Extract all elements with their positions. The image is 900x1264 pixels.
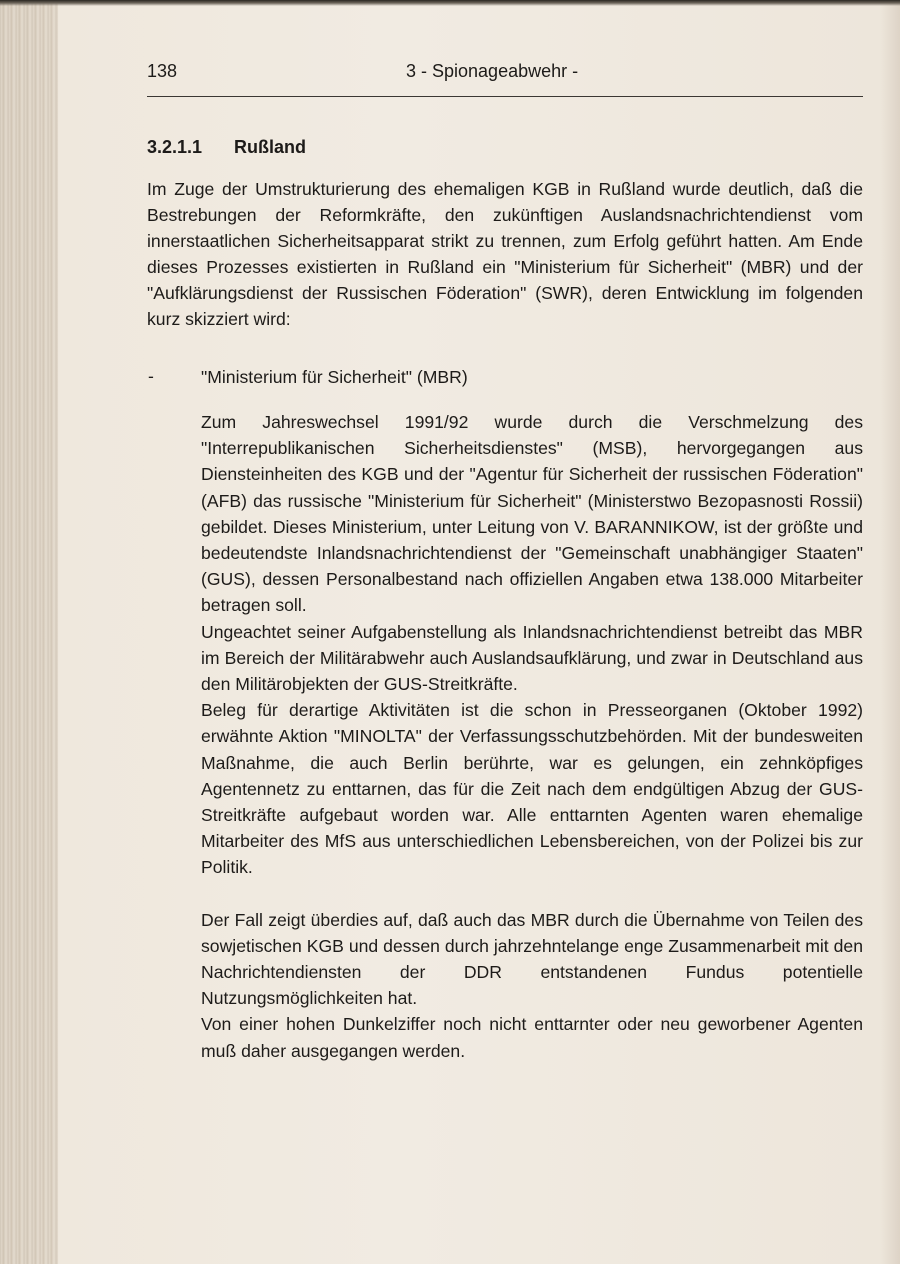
body-paragraph: Ungeachtet seiner Aufgabenstellung als Inlandsnachrichtendienst betreibt das MBR im Bereich der Militärabwehr auch Auslandsaufklärung, und zwar in Deutschland aus den Militärobjekten der GUS-Streitkräfte. <box>201 621 863 695</box>
body-paragraph: Der Fall zeigt überdies auf, daß auch das MBR durch die Übernahme von Teilen des sowjetischen KGB und dessen durch jahrzehntelange enge Zusammenarbeit mit den Nachrichtendiensten der DDR entstandenen Fundus potentielle Nutzungsmöglichkeiten hat. <box>201 909 863 1009</box>
page-binding-edge <box>0 0 58 1264</box>
running-header <box>147 58 865 84</box>
page-top-edge <box>0 0 900 6</box>
list-item-body <box>201 409 863 1064</box>
list-item-marker: - <box>148 366 154 386</box>
intro-paragraph: Im Zuge der Umstrukturierung des ehemaligen KGB in Rußland wurde deutlich, daß die Bestrebungen der Reformkräfte, den zukünftigen Auslandsnachrichtendienst vom innerstaatlichen Sicherheitsapparat strikt zu trennen, zum Erfolg geführt hatten. Am Ende dieses Prozesses existierten in Rußland ein "Ministerium für Sicherheit" (MBR) und der "Aufklärungsdienst der Russischen Föderation" (SWR), deren Entwicklung im folgenden kurz skizziert wird: <box>147 179 863 329</box>
section-title: Rußland <box>234 137 306 157</box>
section-number: 3.2.1.1 <box>147 137 203 157</box>
list-item-heading: "Ministerium für Sicherheit" (MBR) <box>201 367 468 387</box>
body-paragraph: Von einer hohen Dunkelziffer noch nicht enttarnter oder neu geworbener Agenten muß daher ausgegangen werden. <box>201 1014 863 1061</box>
body-paragraph: Zum Jahreswechsel 1991/92 wurde durch die Verschmelzung des "Interrepublikanischen Sicherheitsdienstes" (MSB), hervorgegangen aus Diensteinheiten des KGB und der "Agentur für Sicherheit der russischen Föderation" (AFB) das russische "Ministerium für Sicherheit" (Ministerstwo Bezopasnosti Rossii) gebildet. Dieses Ministerium, unter Leitung von V. BARANNIKOW, ist der größte und bedeutendste Inlandsnachrichtendienst der "Gemeinschaft unabhängiger Staaten" (GUS), dessen Personalbestand nach offiziellen Angaben etwa 138.000 Mitarbeiter betragen soll. <box>201 412 863 616</box>
chapter-title: 3 - Spionageabwehr - <box>406 61 579 81</box>
body-paragraph: Beleg für derartige Aktivitäten ist die schon in Presseorganen (Oktober 1992) erwähnte Aktion "MINOLTA" der Verfassungsschutzbehörden. Mit der bundesweiten Maßnahme, die auch Berlin berührte, war es gelungen, ein zehnköpfiges Agentennetz zu enttarnen, das für die Zeit nach dem endgültigen Abzug der GUS-Streitkräfte aufgebaut worden war. Alle enttarnten Agenten waren ehemalige Mitarbeiter des MfS aus unterschiedlichen Lebensbereichen, von der Polizei bis zur Politik. <box>201 700 863 878</box>
header-rule <box>147 96 863 97</box>
page-number: 138 <box>147 61 178 81</box>
